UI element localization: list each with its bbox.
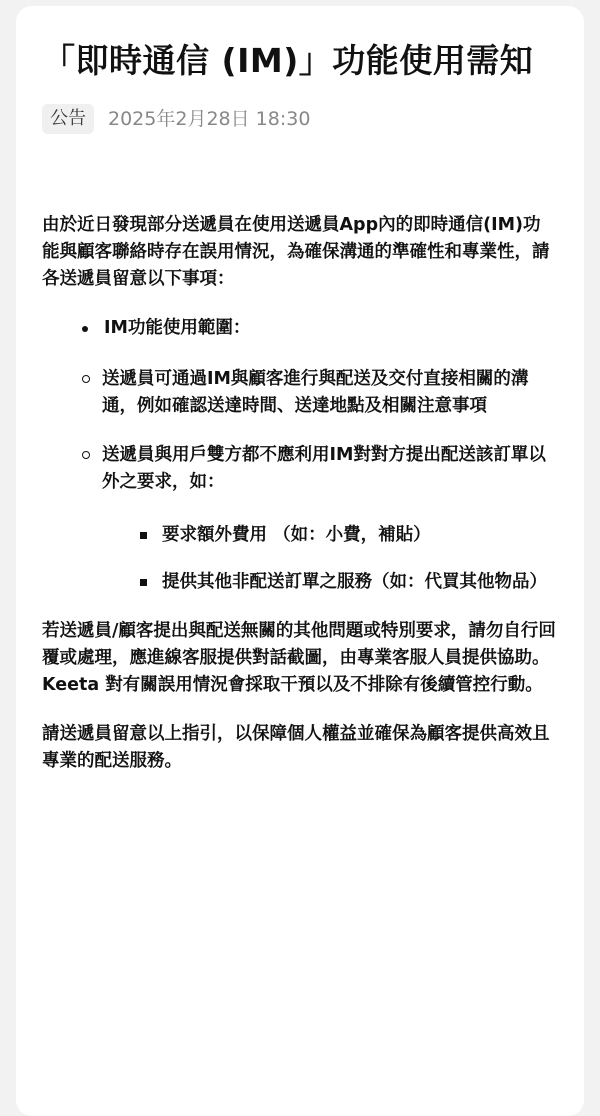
category-badge: 公告	[42, 104, 94, 134]
list-item	[102, 522, 558, 549]
section-heading: IM功能使用範圍：	[104, 318, 251, 338]
closing-paragraph: 請送遞員留意以上指引，以保障個人權益並確保為顧客提供高效且專業的配送服務。	[42, 724, 550, 771]
intro-paragraph: 由於近日發現部分送遞員在使用送遞員App內的即時通信(IM)功能與顧客聯絡時存在誤用情況，為確保溝通的準確性和專業性，請各送遞員留意以下事項：	[42, 215, 550, 289]
circle-bullet-icon	[82, 451, 90, 459]
rule-text: 送遞員可通過IM與顧客進行與配送及交付直接相關的溝通，例如確認送達時間、送達地點及相關注意事項	[102, 369, 529, 416]
list-item	[42, 366, 558, 420]
publish-date: 2025年2月28日 18:30	[108, 108, 311, 130]
list-item	[42, 442, 558, 596]
list-item	[102, 569, 558, 596]
page-title: 「即時通信 (IM)」功能使用需知	[42, 41, 534, 80]
announcement-meta	[42, 104, 558, 134]
square-bullet-icon	[140, 532, 147, 539]
warning-paragraph: 若送遞員/顧客提出與配送無關的其他問題或特別要求，請勿自行回覆或處理，應進線客服提供對話截圖，由專業客服人員提供協助。 Keeta 對有關誤用情況會採取干預以及不排除有後續管控行動。	[42, 621, 556, 695]
usage-rules-list	[42, 366, 558, 596]
rule-text: 送遞員與用戶雙方都不應利用IM對對方提出配送該訂單以外之要求，如：	[102, 445, 546, 492]
request-text: 提供其他非配送訂單之服務（如：代買其他物品）	[162, 572, 547, 592]
circle-bullet-icon	[82, 375, 90, 383]
square-bullet-icon	[140, 579, 147, 586]
announcement-card	[16, 6, 584, 1116]
usage-section	[42, 315, 558, 342]
prohibited-requests-list	[102, 522, 558, 596]
request-text: 要求額外費用 （如：小費，補貼）	[162, 525, 431, 545]
announcement-body	[42, 212, 558, 775]
usage-section-list	[42, 315, 558, 342]
disc-bullet-icon	[82, 326, 88, 332]
